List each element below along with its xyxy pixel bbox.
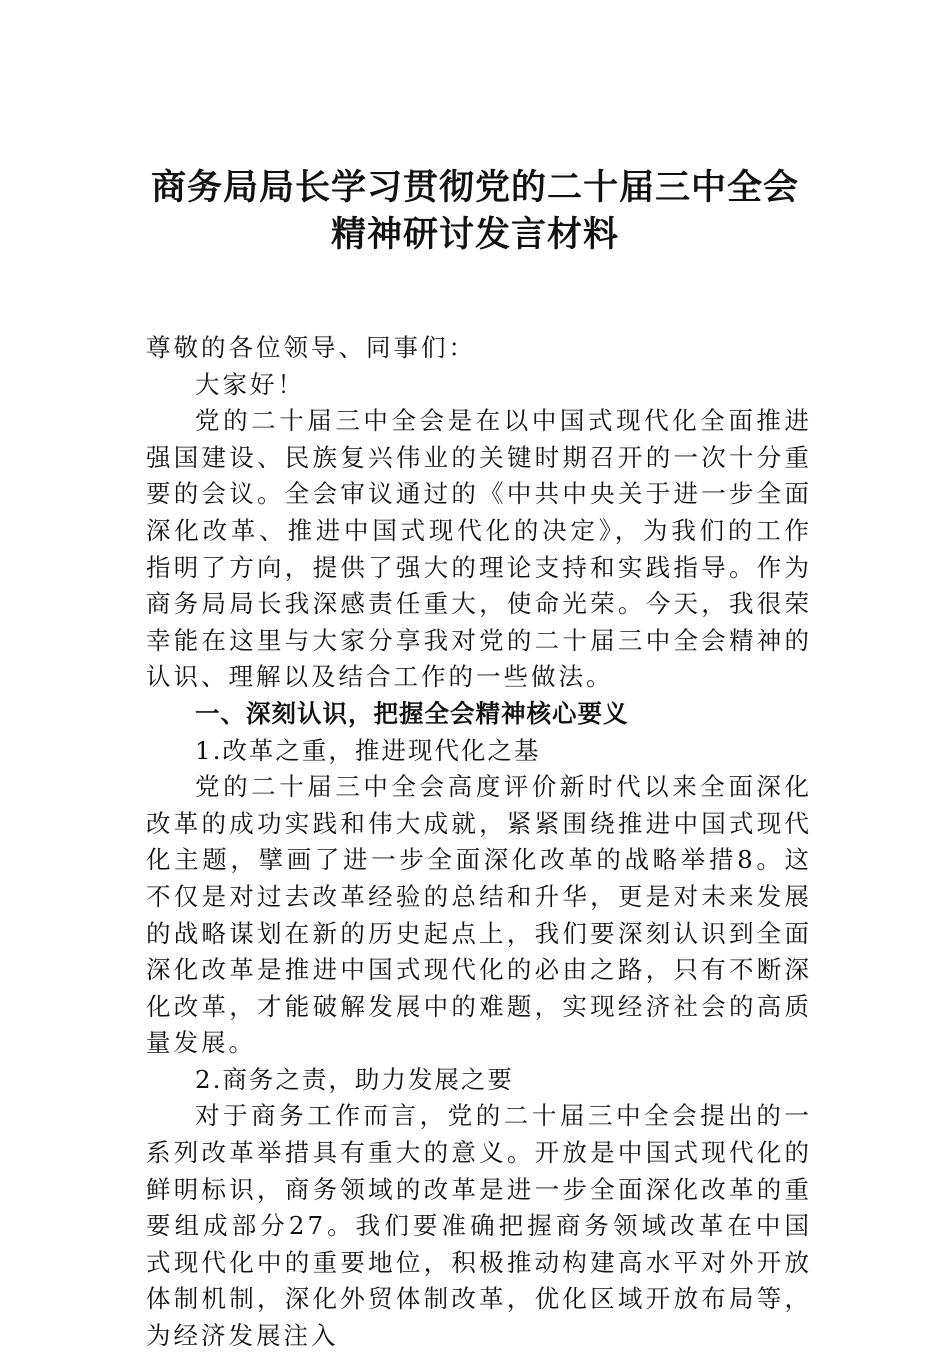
greeting: 大家好！ bbox=[195, 369, 305, 399]
subsection-heading-2: 2.商务之责，助力发展之要 bbox=[195, 1064, 514, 1094]
subsection-heading-1: 1.改革之重，推进现代化之基 bbox=[195, 735, 541, 765]
salutation: 尊敬的各位领导、同事们： bbox=[146, 333, 476, 362]
subsection-paragraph-1: 党的二十届三中全会高度评价新时代以来全面深化改革的成功实践和伟大成就，紧紧围绕推进中国式现代化主题，擘画了进一步全面深化改革的战略举措8。这不仅是对过去改革经验的总结和升华，更是对未来发展的战略谋划在新的历史起点上，我们要深刻认识到全面深化改革是推进中国式现代化的必由之路，只有不断深化改革，才能破解发展中的难题，实现经济社会的高质量发展。 bbox=[146, 772, 812, 1058]
section-heading-1: 一、深刻认识，把握全会精神核心要义 bbox=[195, 698, 629, 728]
document-title-line-2: 精神研讨发言材料 bbox=[330, 215, 619, 255]
subsection-paragraph-2: 对于商务工作而言，党的二十届三中全会提出的一系列改革举措具有重大的意义。开放是中国式现代化的鲜明标识，商务领域的改革是进一步全面深化改革的重要组成部分27。我们要准确把握商务领域改革在中国式现代化中的重要地位，积极推动构建高水平对外开放体制机制，深化外贸体制改革，优化区域开放布局等，为经济发展注入 bbox=[146, 1101, 812, 1351]
document-title-line-1: 商务局局长学习贯彻党的二十届三中全会 bbox=[150, 168, 799, 208]
document-body bbox=[146, 330, 812, 1355]
intro-paragraph: 党的二十届三中全会是在以中国式现代化全面推进强国建设、民族复兴伟业的关键时期召开的一次十分重要的会议。全会审议通过的《中共中央关于进一步全面深化改革、推进中国式现代化的决定》，为我们的工作指明了方向，提供了强大的理论支持和实践指导。作为商务局局长我深感责任重大，使命光荣。今天，我很荣幸能在这里与大家分享我对党的二十届三中全会精神的认识、理解以及结合工作的一些做法。 bbox=[146, 406, 812, 692]
